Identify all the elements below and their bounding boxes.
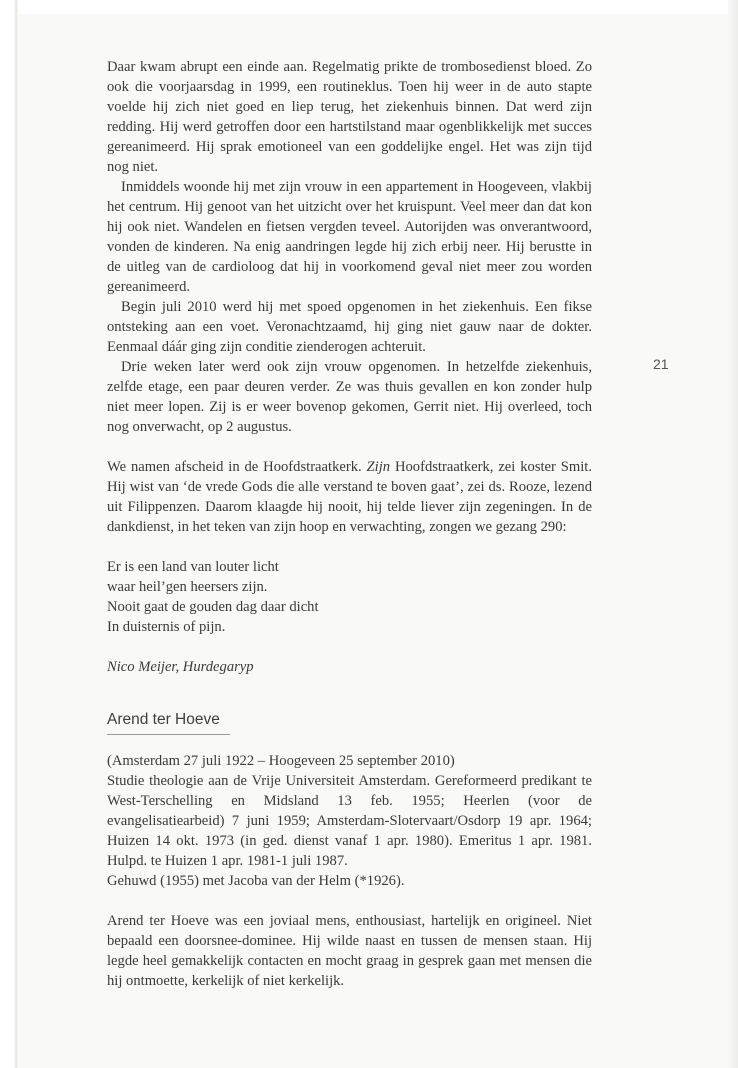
verse-line: In duisternis of pijn. (107, 619, 226, 635)
bio-career: Studie theologie aan de Vrije Universiteit Amsterdam. Gereformeerd predikant te West-Terschelling en Midsland 13 feb. 1955; Heerlen (voor de evangelisatiearbeid) 7 juni 1959; Amsterdam-Slotervaart/Osdorp 19 apr. 1964; Huizen 14 okt. 1973 (in ged. dienst vanaf 1 apr. 1980). Emeritus 1 apr. 1981. Hulpd. te Huizen 1 apr. 1981-1 juli 1987. (107, 773, 592, 869)
verse-line: waar heil’gen heersers zijn. (107, 579, 268, 595)
hymn-verse (107, 557, 592, 637)
paragraph: Drie weken later werd ook zijn vrouw opgenomen. In hetzelfde ziekenhuis, zelfde etage, een paar deuren verder. Ze was thuis gevallen en kon zonder hulp niet meer lopen. Zij is er weer bovenop gekomen, Gerrit niet. Hij overleed, toch nog onverwacht, op 2 augustus. (107, 359, 592, 435)
section-heading: Arend ter Hoeve (107, 711, 220, 728)
text-run: We namen afscheid in de Hoofdstraatkerk. (107, 459, 367, 475)
paragraph-farewell (107, 457, 592, 537)
page-top-margin (0, 0, 738, 14)
verse-line: Er is een land van louter licht (107, 559, 279, 575)
bio-dates: (Amsterdam 27 juli 1922 – Hoogeveen 25 september 2010) (107, 753, 455, 769)
emphasis: Zijn (366, 459, 391, 475)
paragraph: Daar kwam abrupt een einde aan. Regelmatig prikte de trombosedienst bloed. Zo ook die voorjaarsdag in 1999, een routineklus. Toen hij weer in de auto stapte voelde hij zich niet goed en liep terug, het ziekenhuis binnen. Dat werd zijn redding. Hij werd getroffen door een hartstilstand maar ogenblikkelijk met succes gereanimeerd. Hij sprak emotioneel van een goddelijke engel. Het was zijn tijd nog niet. (107, 59, 592, 175)
paragraph: Inmiddels woonde hij met zijn vrouw in een appartement in Hoogeveen, vlakbij het centrum. Hij genoot van het uitzicht over het kruispunt. Veel meer dan dat kon hij ook niet. Wandelen en fietsen vergden teveel. Autorijden was onverantwoord, vonden de kinderen. Na enig aandringen legde hij zich erbij neer. Hij berustte in de uitleg van de cardioloog dat hij in voorkomend geval niet meer zou worden gereanimeerd. (107, 179, 592, 295)
paragraph: Begin juli 2010 werd hij met spoed opgenomen in het ziekenhuis. Een fikse ontsteking aan een voet. Veronachtzaamd, hij ging niet gauw naar de dokter. Eenmaal dáár ging zijn conditie zienderogen achteruit. (107, 299, 592, 355)
page-number: 21 (653, 356, 669, 372)
verse-line: Nooit gaat de gouden dag daar dicht (107, 599, 319, 615)
paragraph: Arend ter Hoeve was een joviaal mens, enthousiast, hartelijk en origineel. Niet bepaald een doorsnee-dominee. Hij wilde naast en tussen de mensen staan. Hij legde heel gemakkelijk contacten en mocht graag in gesprek gaan met mensen die hij ontmoette, kerkelijk of niet kerkelijk. (107, 913, 592, 989)
page-text (107, 57, 592, 991)
page-gutter (0, 0, 18, 1068)
bio-marriage: Gehuwd (1955) met Jacoba van der Helm (*1926). (107, 873, 405, 889)
text-run: Hoofdstraatkerk, zei koster Smit. Hij wist van ‘de vrede Gods die alle verstand te boven gaat’, zei ds. Rooze, lezend uit Filippenzen. Daarom klaagde hij nooit, hij telde liever zijn zegeningen. In de dankdienst, in het teken van zijn hoop en verwachting, zongen we gezang 290: (107, 459, 593, 535)
author-signature: Nico Meijer, Hurdegaryp (107, 659, 254, 675)
page-edge-shadow (728, 0, 738, 1068)
